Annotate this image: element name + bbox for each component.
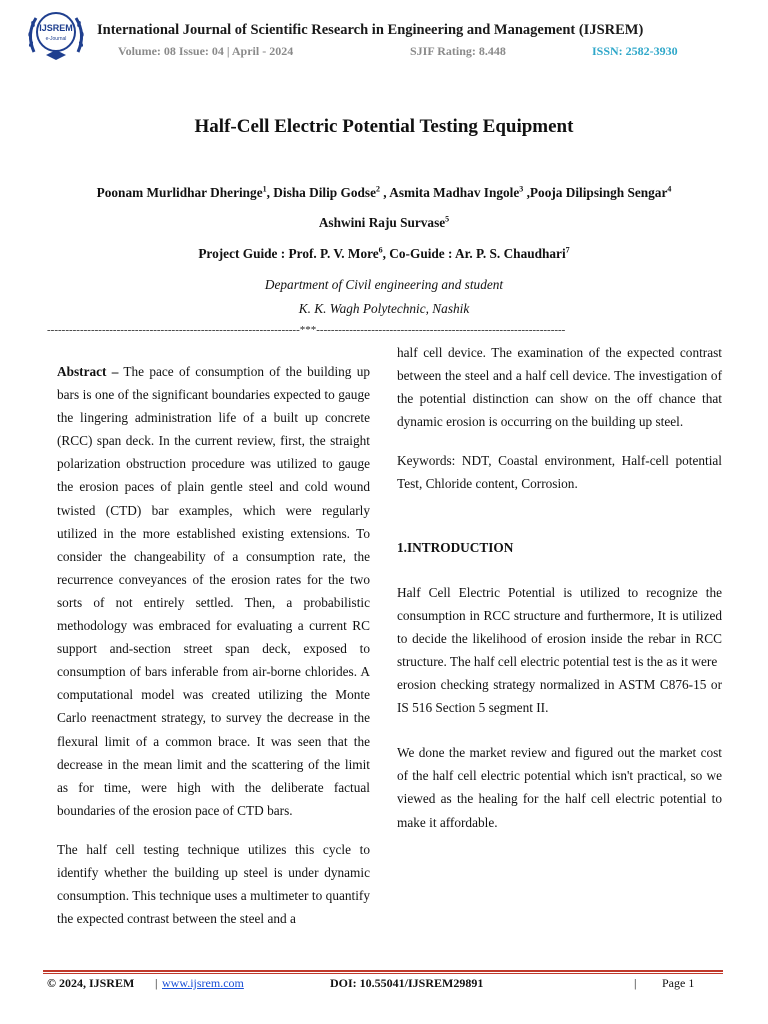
department: Department of Civil engineering and student xyxy=(264,277,504,292)
author-separator: , xyxy=(523,185,530,200)
co-guide-name: , Co-Guide : Ar. P. S. Chaudhari xyxy=(382,246,566,261)
left-column xyxy=(57,360,370,930)
footer-copyright: © 2024, IJSREM xyxy=(47,976,135,990)
guide-name: Project Guide : Prof. P. V. More xyxy=(198,246,379,261)
abstract-text: The pace of consumption of the building up bars is one of the significant boundaries expected to gauge the lingering administration life of a built up concrete (RCC) span deck. In the current review, first, the straight polarization obstruction procedure was utilized to gauge the erosion paces of plain gentle steel and cold wound twisted (CTD) bar examples, which were regularly utilized in the more established existing extensions. To consider the changeability of a consumption rate, the recurrence conveyances of the erosion rates for the two sorts of not entirely settled. Then, a probabilistic methodology was embraced for evaluating a current RC support and-section street span deck, exposed to consumption of bars inferable from air-borne chlorides. A computational model was created utilizing the Monte Carlo reenactment strategy, to survey the decrease in the flexural limit of a common brace. It was seen that the decrease in the mean limit and the scattering of the limit as for time, were high with the deliberate factual boundaries of the erosion pace of CTD bars. xyxy=(57,364,370,818)
journal-header xyxy=(0,0,768,70)
section-divider: ---------------------------------------------------------------------***-------------------------------------------------------------------- xyxy=(47,324,566,336)
logo-text-bottom: e-Journal xyxy=(45,36,67,42)
body-paragraph: half cell device. The examination of the expected contrast between the steel and a half cell device. The investigation of the potential distinction can show on the off chance that dynamic erosion is occurring on the building up steel. xyxy=(397,345,722,430)
page-number: Page 1 xyxy=(662,976,695,990)
keywords: Keywords: NDT, Coastal environment, Half-cell potential Test, Chloride content, Corrosion. xyxy=(397,453,722,492)
project-guide-line xyxy=(0,246,768,262)
body-paragraph: The half cell testing technique utilizes this cycle to identify whether the building up steel is under dynamic consumption. This technique uses a multimeter to quantify the expected contrast between the steel and a xyxy=(57,841,370,927)
footer-separator: | xyxy=(155,976,158,990)
author-name: Pooja Dilipsingh Sengar xyxy=(529,185,668,200)
abstract-label: Abstract – xyxy=(57,364,119,379)
author-affiliation-number: 1 xyxy=(262,184,267,194)
sjif-rating: SJIF Rating: 8.448 xyxy=(410,44,506,58)
issn-number: ISSN: 2582-3930 xyxy=(592,44,678,58)
footer-rule xyxy=(43,970,723,972)
ijsrem-logo-icon xyxy=(24,6,88,62)
body-paragraph: erosion checking strategy normalized in ASTM C876-15 or IS 516 Section 5 segment II. xyxy=(397,677,722,716)
author-separator: , xyxy=(379,185,390,200)
author-affiliation-number: 4 xyxy=(667,184,672,194)
author-name: Asmita Madhav Ingole xyxy=(389,185,520,200)
logo-text-top: IJSREM xyxy=(39,23,73,33)
footer-separator: | xyxy=(634,976,637,990)
paper-title: Half-Cell Electric Potential Testing Equipment xyxy=(194,116,574,137)
author-affiliation-number: 2 xyxy=(375,184,380,194)
right-column xyxy=(397,341,722,834)
author-separator: , xyxy=(266,185,274,200)
body-paragraph: Half Cell Electric Potential is utilized to recognize the consumption in RCC structure and furthermore, It is utilized to decide the likelihood of erosion inside the rebar in RCC structure. The half cell electric potential test is the as it were xyxy=(397,584,722,669)
co-guide-affiliation-number: 7 xyxy=(565,245,570,255)
author-list xyxy=(0,185,768,201)
section-heading: 1.INTRODUCTION xyxy=(397,539,514,555)
author-name: Ashwini Raju Survase xyxy=(318,215,446,230)
author-affiliation-number: 3 xyxy=(519,184,524,194)
institution: K. K. Wagh Polytechnic, Nashik xyxy=(298,301,470,316)
journal-name: International Journal of Scientific Research in Engineering and Management (IJSREM) xyxy=(97,22,644,38)
footer-rule xyxy=(43,973,723,974)
body-paragraph: We done the market review and figured out the market cost of the half cell electric potential which isn't practical, so we viewed as the healing for the half cell electric potential to make it affordable. xyxy=(397,745,722,830)
author-name: Poonam Murlidhar Dheringe xyxy=(96,185,263,200)
author-affiliation-number: 5 xyxy=(445,214,450,224)
author-name: Disha Dilip Godse xyxy=(273,185,376,200)
journal-website-link[interactable]: www.ijsrem.com xyxy=(162,976,244,990)
volume-issue: Volume: 08 Issue: 04 | April - 2024 xyxy=(118,44,294,58)
guide-affiliation-number: 6 xyxy=(378,245,383,255)
abstract-paragraph xyxy=(57,360,370,822)
footer-doi: DOI: 10.55041/IJSREM29891 xyxy=(330,976,484,990)
author-list-line2 xyxy=(0,215,768,231)
